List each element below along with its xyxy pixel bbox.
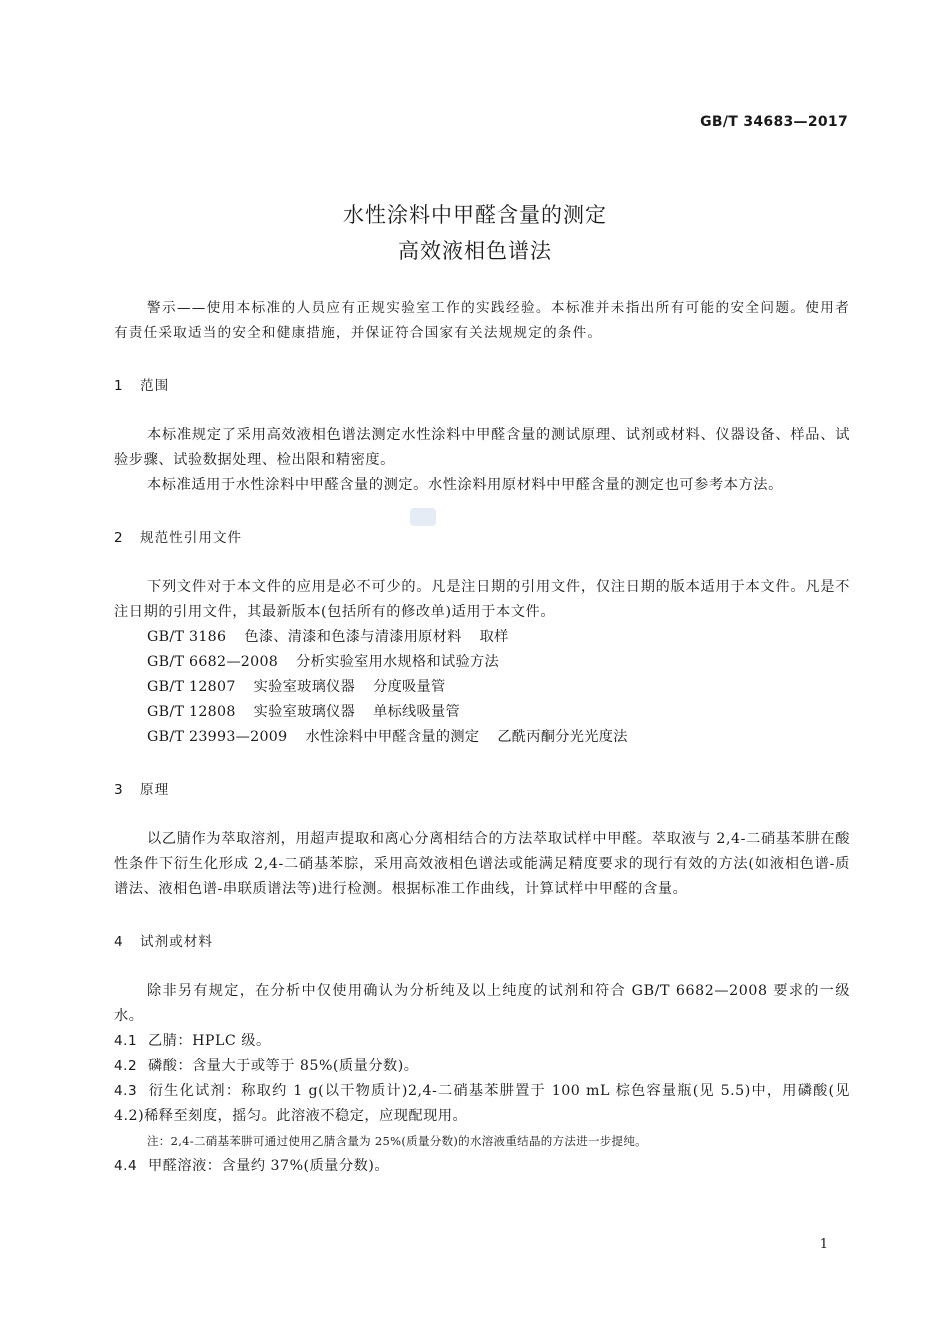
reagent-item [114,1154,850,1179]
section-heading-principle [114,778,850,803]
reference-item [114,625,850,650]
principle-paragraph: 以乙腈作为萃取溶剂，用超声提取和离心分离相结合的方法萃取试样中甲醛。萃取液与 2,4-二硝基苯肼在酸性条件下衍生化形成 2,4-二硝基苯腙，采用高效液相色谱法或能满足精度要求的现行有效的方法(如液相色谱-质谱法、液相色谱-串联质谱法等)进行检测。根据标准工作曲线，计算试样中甲醛的含量。 [114,831,850,897]
item-number: 4.3 [114,1083,138,1099]
reference-title: 实验室玻璃仪器 [253,704,356,720]
section-title: 规范性引用文件 [140,530,243,546]
item-text: 磷酸：含量大于或等于 85%(质量分数)。 [148,1058,419,1074]
item-number: 4.2 [114,1058,138,1074]
item-text: 衍生化试剂：称取约 1 g(以干物质计)2,4-二硝基苯肼置于 100 mL 棕色容量瓶(见 5.5)中，用磷酸(见 4.2)稀释至刻度，摇匀。此溶液不稳定，应现配现用。 [114,1083,850,1124]
reagent-item [114,1029,850,1054]
warning-paragraph: 警示——使用本标准的人员应有正规实验室工作的实践经验。本标准并未指出所有可能的安全问题。使用者有责任采取适当的安全和健康措施，并保证符合国家有关法规规定的条件。 [114,300,850,341]
section-title: 原理 [140,782,170,798]
item-text: 甲醛溶液：含量约 37%(质量分数)。 [148,1158,390,1174]
scope-paragraph-1: 本标准规定了采用高效液相色谱法测定水性涂料中甲醛含量的测试原理、试剂或材料、仪器设备、样品、试验步骤、试验数据处理、检出限和精密度。 [114,427,850,468]
section-number: 3 [114,782,124,798]
reference-code: GB/T 23993—2009 [147,729,288,745]
reference-subtitle: 单标线吸量管 [373,704,461,720]
reference-title: 水性涂料中甲醛含量的测定 [305,729,480,745]
reference-title: 分析实验室用水规格和试验方法 [296,654,499,670]
item-number: 4.1 [114,1033,138,1049]
reference-title: 色漆、清漆和色漆与清漆用原材料 [244,629,462,645]
reference-code: GB/T 3186 [147,629,227,645]
reference-item [114,700,850,725]
section-number: 4 [114,934,124,950]
reagent-item [114,1054,850,1079]
item-number: 4.4 [114,1158,138,1174]
section-number: 2 [114,530,124,546]
reference-item [114,650,850,675]
document-title: 水性涂料中甲醛含量的测定 [343,203,607,227]
reference-subtitle: 分度吸量管 [373,679,446,695]
section-heading-reagents [114,930,850,955]
section-heading-scope [114,374,850,399]
reference-item [114,725,850,750]
reagents-intro-paragraph: 除非另有规定，在分析中仅使用确认为分析纯及以上纯度的试剂和符合 GB/T 6682—2008 要求的一级水。 [114,983,850,1024]
reference-subtitle: 取样 [479,629,509,645]
reference-code: GB/T 12807 [147,679,236,695]
document-subtitle: 高效液相色谱法 [398,239,552,263]
reference-code: GB/T 6682—2008 [147,654,279,670]
document-body [114,296,850,1179]
scope-paragraph-2: 本标准适用于水性涂料中甲醛含量的测定。水性涂料用原材料中甲醛含量的测定也可参考本方法。 [147,477,783,493]
section-title: 试剂或材料 [140,934,213,950]
reference-code: GB/T 12808 [147,704,236,720]
reference-item [114,675,850,700]
standard-code: GB/T 34683—2017 [700,114,848,130]
section-number: 1 [114,378,124,394]
note-text: 注：2,4-二硝基苯肼可通过使用乙腈含量为 25%(质量分数)的水溶液重结晶的方法进一步提纯。 [147,1134,647,1148]
references-intro-paragraph: 下列文件对于本文件的应用是必不可少的。凡是注日期的引用文件，仅注日期的版本适用于本文件。凡是不注日期的引用文件，其最新版本(包括所有的修改单)适用于本文件。 [114,579,850,620]
page-number: 1 [819,1237,828,1252]
reference-title: 实验室玻璃仪器 [253,679,356,695]
item-text: 乙腈：HPLC 级。 [148,1033,271,1049]
reference-subtitle: 乙酰丙酮分光光度法 [497,729,628,745]
reagent-item [114,1079,850,1129]
section-heading-normative-references [114,526,850,551]
section-title: 范围 [140,378,170,394]
